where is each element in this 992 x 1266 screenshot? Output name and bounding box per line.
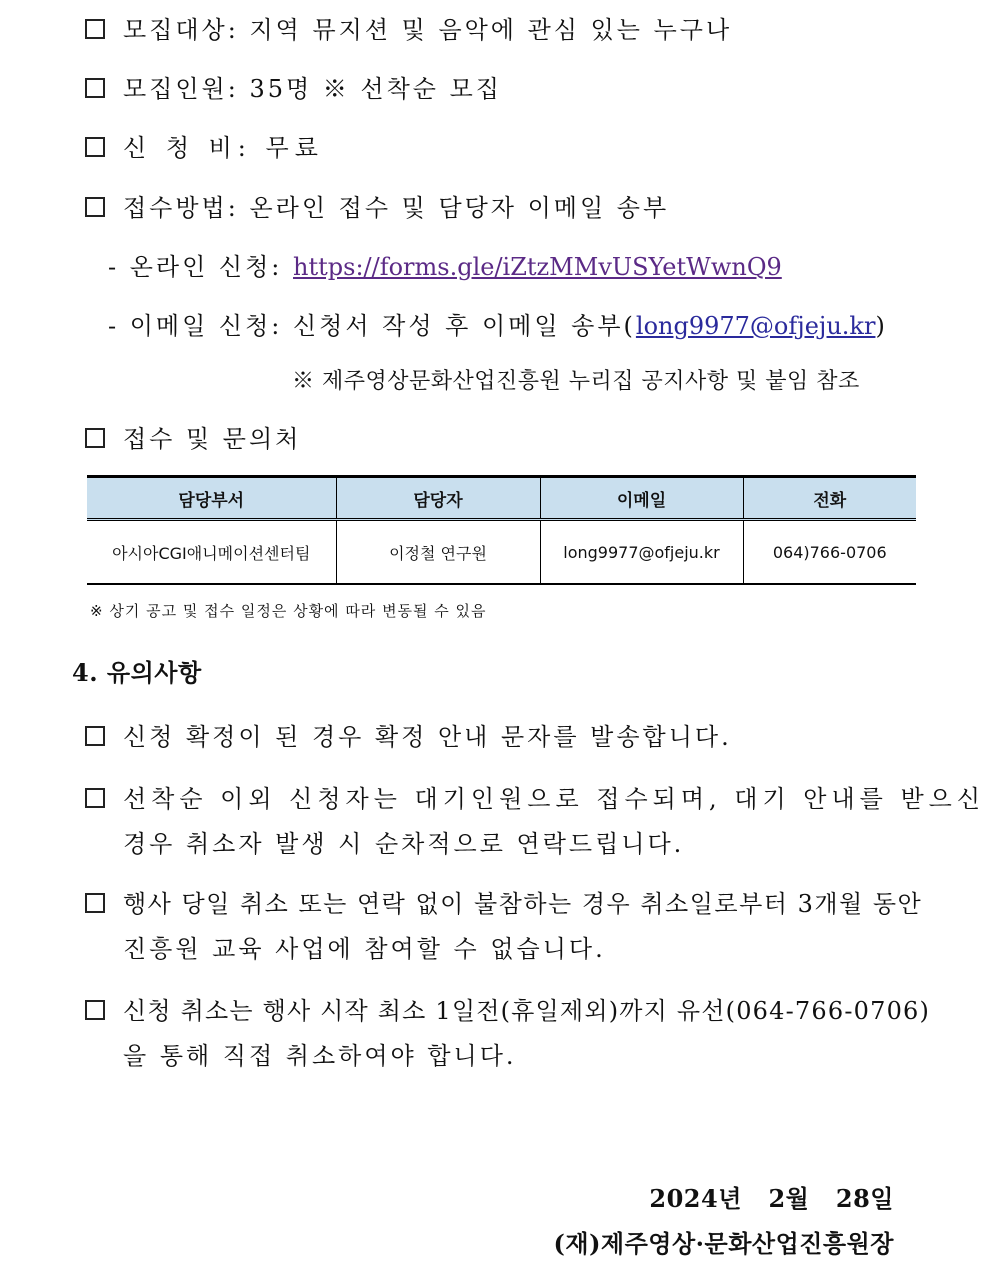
contact-table bbox=[87, 475, 916, 585]
recruit-target: 모집대상: 지역 뮤지션 및 음악에 관심 있는 누구나 bbox=[123, 16, 733, 44]
header-phone: 전화 bbox=[743, 477, 916, 520]
contact-title: 접수 및 문의처 bbox=[123, 425, 302, 453]
checkbox-icon bbox=[85, 19, 105, 39]
email-apply-link[interactable]: long9977@ofjeju.kr bbox=[635, 312, 876, 340]
note-4-line-2: 을 통해 직접 취소하여야 합니다. bbox=[123, 1042, 517, 1070]
header-manager: 담당자 bbox=[336, 477, 540, 520]
cell-department: 아시아CGI애니메이션센터팀 bbox=[87, 520, 336, 585]
checkbox-icon bbox=[85, 78, 105, 98]
cell-phone: 064)766-0706 bbox=[743, 520, 916, 585]
table-header-row bbox=[87, 477, 916, 520]
recruit-count: 모집인원: 35명 ※ 선착순 모집 bbox=[123, 75, 502, 103]
signature: (재)제주영상·문화산업진흥원장 bbox=[553, 1229, 894, 1258]
section-heading: 4. 유의사항 bbox=[72, 658, 202, 687]
table-note: ※ 상기 공고 및 접수 일정은 상황에 따라 변동될 수 있음 bbox=[90, 602, 487, 620]
online-apply-link[interactable]: https://forms.gle/iZtzMMvUSYetWwnQ9 bbox=[293, 253, 782, 281]
checkbox-icon bbox=[85, 788, 105, 808]
checkbox-icon bbox=[85, 137, 105, 157]
checkbox-icon bbox=[85, 726, 105, 746]
checkbox-icon bbox=[85, 197, 105, 217]
checkbox-icon bbox=[85, 1000, 105, 1020]
reference-note: ※ 제주영상문화산업진흥원 누리집 공지사항 및 붙임 참조 bbox=[292, 369, 860, 394]
note-2-line-1: 선착순 이외 신청자는 대기인원으로 접수되며, 대기 안내를 받으신 bbox=[123, 785, 985, 813]
cell-manager: 이정철 연구원 bbox=[336, 520, 540, 585]
checkbox-icon bbox=[85, 428, 105, 448]
table-row bbox=[87, 520, 916, 585]
cell-email: long9977@ofjeju.kr bbox=[540, 520, 743, 585]
apply-method: 접수방법: 온라인 접수 및 담당자 이메일 송부 bbox=[123, 194, 670, 222]
fee: 신 청 비: 무료 bbox=[123, 134, 324, 162]
email-apply bbox=[108, 311, 888, 341]
note-1: 신청 확정이 된 경우 확정 안내 문자를 발송합니다. bbox=[123, 723, 732, 751]
note-2-line-2: 경우 취소자 발생 시 순차적으로 연락드립니다. bbox=[123, 830, 685, 858]
note-3-line-1: 행사 당일 취소 또는 연락 없이 불참하는 경우 취소일로부터 3개월 동안 bbox=[123, 890, 923, 918]
header-department: 담당부서 bbox=[87, 477, 336, 520]
checkbox-icon bbox=[85, 893, 105, 913]
email-apply-label: - 이메일 신청: 신청서 작성 후 이메일 송부( bbox=[108, 312, 636, 340]
note-4-line-1: 신청 취소는 행사 시작 최소 1일전(휴일제외)까지 유선(064-766-0706) bbox=[123, 997, 931, 1025]
issue-date: 2024년 2월 28일 bbox=[649, 1184, 894, 1213]
header-email: 이메일 bbox=[540, 477, 743, 520]
email-apply-suffix: ) bbox=[875, 312, 888, 340]
online-apply-label: - 온라인 신청: bbox=[108, 253, 294, 281]
online-apply bbox=[108, 252, 782, 282]
note-3-line-2: 진흥원 교육 사업에 참여할 수 없습니다. bbox=[123, 935, 606, 963]
